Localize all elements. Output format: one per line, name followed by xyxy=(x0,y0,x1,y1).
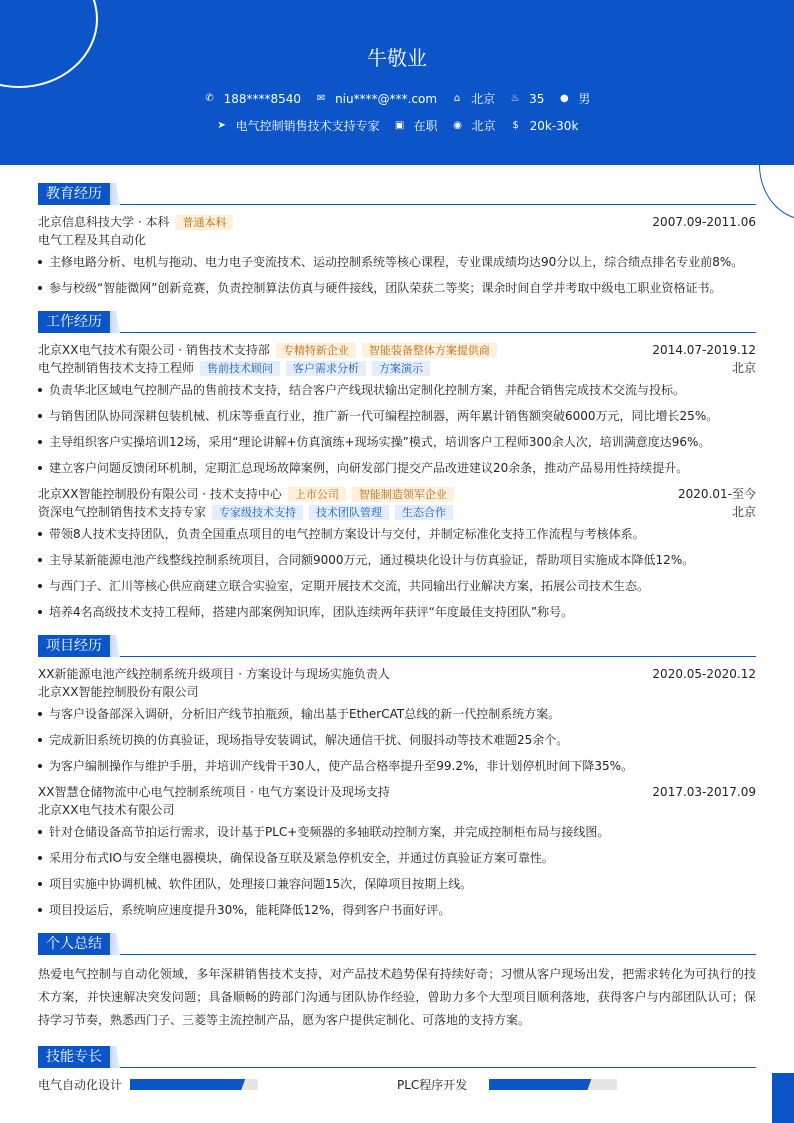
info-item xyxy=(558,90,590,107)
tag-badge: 技术团队管理 xyxy=(309,505,389,520)
work-entry xyxy=(38,485,756,621)
entry-city: 北京 xyxy=(731,361,756,375)
send-icon: ➤ xyxy=(217,119,226,131)
entry-date: 2007.09-2011.06 xyxy=(652,215,756,229)
section-title-label: 工作经历 xyxy=(38,311,110,333)
section-title-label: 项目经历 xyxy=(38,635,110,657)
location-icon: ◉ xyxy=(453,119,462,131)
job-role: 资深电气控制销售技术支持专家 xyxy=(38,505,207,519)
cake-icon: ♨ xyxy=(510,92,520,104)
project-entry xyxy=(38,783,756,919)
bullet-item: 培养4名高级技术支持工程师，搭建内部案例知识库，团队连续两年获评“年度最佳支持团队”称号。 xyxy=(38,603,756,621)
summary-section xyxy=(38,933,756,1032)
company-name: 北京XX电气技术有限公司 · 销售技术支持部 xyxy=(38,343,270,357)
entry-header-left xyxy=(38,485,454,503)
education-entry xyxy=(38,213,756,297)
mail-icon: ✉ xyxy=(316,92,326,104)
info-text: 188****8540 xyxy=(223,91,302,106)
info-text: niu****@***.com xyxy=(335,91,438,106)
candidate-name: 牛敬业 xyxy=(367,46,427,70)
company-name: 北京XX智能控制股份有限公司 · 技术支持中心 xyxy=(38,487,282,501)
section-title-label: 个人总结 xyxy=(38,933,110,955)
tag-badge: 普通本科 xyxy=(175,215,233,230)
section-title xyxy=(38,183,756,205)
info-item xyxy=(315,92,437,106)
bullet-item: 与销售团队协同深耕包装机械、机床等垂直行业，推广新一代可编程控制器，两年累计销售额突破6000万元，同比增长25%。 xyxy=(38,407,756,425)
project-entry xyxy=(38,665,756,775)
gender-icon: ● xyxy=(559,92,569,104)
info-text: 电气控制销售技术支持专家 xyxy=(235,119,380,133)
entry-subheader xyxy=(38,683,756,701)
info-text: 北京 xyxy=(471,119,496,133)
entry-header xyxy=(38,341,756,359)
project-name: XX新能源电池产线控制系统升级项目 · 方案设计与现场实施负责人 xyxy=(38,667,390,681)
info-text: 北京 xyxy=(471,92,496,106)
bullet-item: 项目实施中协调机械、软件团队，处理接口兼容问题15次，保障项目按期上线。 xyxy=(38,875,756,893)
home-icon: ⌂ xyxy=(453,92,461,104)
project-list xyxy=(38,665,756,919)
bullet-item: 主修电路分析、电机与拖动、电力电子变流技术、运动控制系统等核心课程，专业课成绩均达90分以上，综合绩点排名专业前8%。 xyxy=(38,253,756,271)
section-title-tail xyxy=(110,1046,120,1068)
info-item xyxy=(216,117,380,134)
school-name: 北京信息科技大学 · 本科 xyxy=(38,215,170,229)
entry-subheader-left xyxy=(38,359,430,377)
info-text: 20k-30k xyxy=(529,118,579,133)
contact-info-row xyxy=(0,90,794,107)
skill-name: 电气自动化设计 xyxy=(38,1078,123,1092)
bullet-item: 针对仓储设备高节拍运行需求，设计基于PLC+变频器的多轴联动控制方案，并完成控制柜布局与接线图。 xyxy=(38,823,756,841)
section-title xyxy=(38,635,756,657)
bullet-list xyxy=(38,705,756,775)
section-title-tail xyxy=(110,311,120,333)
bullet-item: 参与校级“智能微网”创新竞赛，负责控制算法仿真与硬件接线，团队荣获二等奖；课余时间自学并考取中级电工职业资格证书。 xyxy=(38,279,756,297)
major: 电气工程及其自动化 xyxy=(38,233,147,247)
job-role: 电气控制销售技术支持工程师 xyxy=(38,361,195,375)
section-title-label: 技能专长 xyxy=(38,1046,110,1068)
section-title xyxy=(38,1046,756,1068)
bullet-item: 与西门子、汇川等核心供应商建立联合实验室，定期开展技术交流，共同输出行业解决方案，拓展公司技术生态。 xyxy=(38,577,756,595)
bullet-item: 采用分布式IO与安全继电器模块，确保设备互联及紧急停机安全，并通过仿真验证方案可靠性。 xyxy=(38,849,756,867)
info-text: 在职 xyxy=(413,119,438,133)
tag-badge: 专精特新企业 xyxy=(276,343,356,358)
entry-city: 北京 xyxy=(731,505,756,519)
resume-header xyxy=(0,0,794,165)
bullet-item: 为客户编制操作与维护手册，并培训产线骨干30人，使产品合格率提升至99.2%，非计划停机时间下降35%。 xyxy=(38,757,756,775)
tag-badge: 专家级技术支持 xyxy=(212,505,303,520)
education-section xyxy=(38,183,756,297)
summary-text: 热爱电气控制与自动化领域，多年深耕销售技术支持，对产品技术趋势保有持续好奇；习惯从客户现场出发，把需求转化为可执行的技术方案，并快速解决突发问题；具备顺畅的跨部门沟通与团队协作经验，曾助力多个大型项目顺利落地，获得客户与内部团队认可；保持学习节奏，熟悉西门子、三菱等主流控制产品，愿为客户提供定制化、可落地的支持方案。 xyxy=(38,967,756,1027)
tag-badge: 上市公司 xyxy=(288,487,346,502)
bullet-item: 主导某新能源电池产线整线控制系统项目，合同额9000万元，通过模块化设计与仿真验证，帮助项目实施成本降低12%。 xyxy=(38,551,756,569)
bullet-item: 完成新旧系统切换的仿真验证，现场指导安装调试，解决通信干扰、伺服抖动等技术难题25余个。 xyxy=(38,731,756,749)
education-list xyxy=(38,213,756,297)
tag-badge: 方案演示 xyxy=(372,361,430,376)
entry-subheader xyxy=(38,231,756,249)
info-item xyxy=(510,119,579,133)
info-text: 男 xyxy=(578,92,591,106)
resume-body xyxy=(38,183,756,1107)
briefcase-icon: ▣ xyxy=(394,119,405,131)
project-org: 北京XX电气技术有限公司 xyxy=(38,803,175,817)
info-item xyxy=(452,117,496,134)
bullet-item: 带领8人技术支持团队，负责全国重点项目的电气控制方案设计与交付，并制定标准化支持工作流程与考核体系。 xyxy=(38,525,756,543)
bullet-list xyxy=(38,381,756,477)
entry-subheader xyxy=(38,503,756,521)
section-title-tail xyxy=(110,635,120,657)
entry-header xyxy=(38,485,756,503)
section-title-tail xyxy=(110,933,120,955)
bullet-item: 主导组织客户实操培训12场，采用“理论讲解+仿真演练+现场实操”模式，培训客户工程师300余人次，培训满意度达96%。 xyxy=(38,433,756,451)
tag-badge: 智能制造领军企业 xyxy=(352,487,454,502)
info-item xyxy=(509,92,544,106)
skill-level-bar xyxy=(489,1079,617,1090)
projects-section xyxy=(38,635,756,919)
bullet-item: 与客户设备部深入调研，分析旧产线节拍瓶颈，输出基于EtherCAT总线的新一代控制系统方案。 xyxy=(38,705,756,723)
skill-level-fill xyxy=(489,1079,591,1090)
work-entry xyxy=(38,341,756,477)
bullet-list xyxy=(38,823,756,919)
entry-subheader xyxy=(38,801,756,819)
skill-item xyxy=(397,1076,756,1093)
entry-date: 2020.01-至今 xyxy=(678,487,756,501)
work-list xyxy=(38,341,756,621)
bullet-item: 负责华北区域电气控制产品的售前技术支持，结合客户产线现状输出定制化控制方案，并配合销售完成技术交流与投标。 xyxy=(38,381,756,399)
entry-header-left xyxy=(38,213,233,231)
work-section xyxy=(38,311,756,621)
bullet-item: 建立客户问题反馈闭环机制，定期汇总现场故障案例，向研发部门提交产品改进建议20余条，推动产品易用性持续提升。 xyxy=(38,459,756,477)
phone-icon: ✆ xyxy=(205,92,214,104)
info-item xyxy=(394,117,438,134)
project-name: XX智慧仓储物流中心电气控制系统项目 · 电气方案设计及现场支持 xyxy=(38,785,390,799)
salary-icon: $ xyxy=(512,119,519,131)
bullet-list xyxy=(38,525,756,621)
entry-date: 2014.07-2019.12 xyxy=(652,343,756,357)
entry-header xyxy=(38,665,756,683)
skill-level-bar xyxy=(130,1079,258,1090)
info-item xyxy=(204,92,301,106)
decorative-corner-block xyxy=(772,1073,794,1123)
entry-subheader-left xyxy=(38,503,453,521)
skill-list xyxy=(38,1076,756,1093)
bullet-list xyxy=(38,253,756,297)
info-text: 35 xyxy=(529,91,545,106)
project-org: 北京XX智能控制股份有限公司 xyxy=(38,685,199,699)
section-title-label: 教育经历 xyxy=(38,183,110,205)
section-title xyxy=(38,311,756,333)
skill-level-fill xyxy=(130,1079,245,1090)
tag-badge: 客户需求分析 xyxy=(286,361,366,376)
skill-item xyxy=(38,1076,397,1093)
entry-date: 2017.03-2017.09 xyxy=(652,785,756,799)
job-intent-row xyxy=(0,117,794,134)
info-item xyxy=(451,90,495,107)
skills-section xyxy=(38,1046,756,1093)
entry-header xyxy=(38,783,756,801)
skill-name: PLC程序开发 xyxy=(397,1078,468,1092)
entry-date: 2020.05-2020.12 xyxy=(652,667,756,681)
section-title-tail xyxy=(110,183,120,205)
section-title xyxy=(38,933,756,955)
entry-header xyxy=(38,213,756,231)
entry-subheader xyxy=(38,359,756,377)
tag-badge: 智能装备整体方案提供商 xyxy=(362,343,497,358)
tag-badge: 生态合作 xyxy=(395,505,453,520)
entry-header-left xyxy=(38,341,497,359)
tag-badge: 售前技术顾问 xyxy=(200,361,280,376)
bullet-item: 项目投运后，系统响应速度提升30%，能耗降低12%，得到客户书面好评。 xyxy=(38,901,756,919)
